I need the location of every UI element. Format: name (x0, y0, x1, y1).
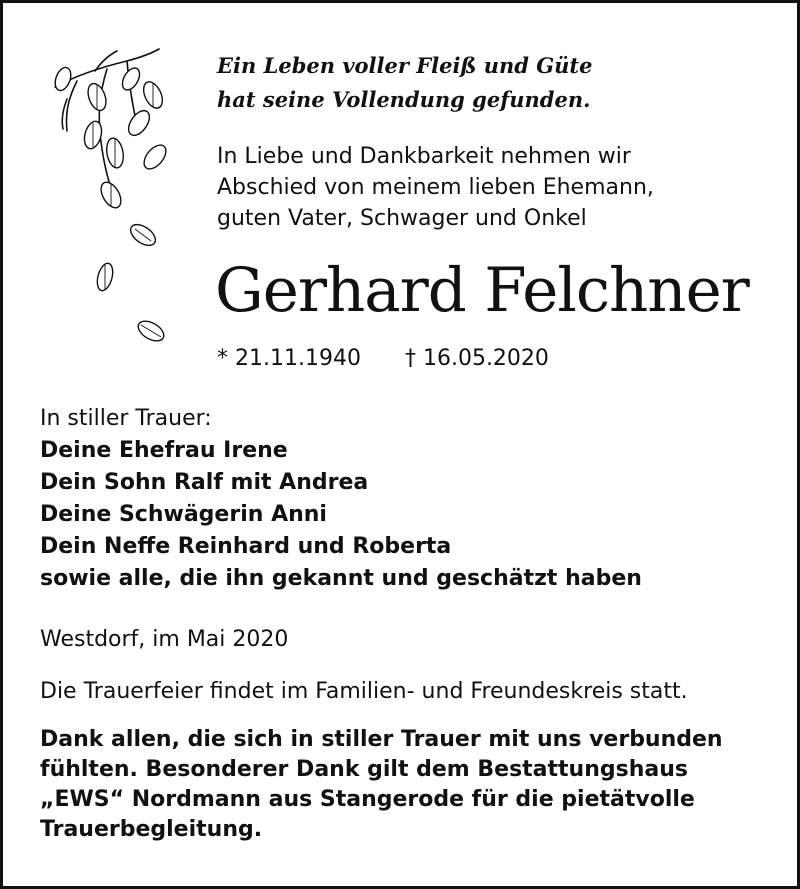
mourner-entry: Deine Schwägerin Anni (40, 502, 327, 527)
thanks-line: „EWS“ Nordmann aus Stangerode für die pietätvolle (40, 787, 695, 812)
birth-date: * 21.11.1940 (217, 346, 361, 371)
thanks-line: Dank allen, die sich in stiller Trauer mit uns verbunden (40, 727, 723, 752)
mourner-entry: Dein Sohn Ralf mit Andrea (40, 470, 369, 495)
intro-line: guten Vater, Schwager und Onkel (217, 206, 587, 231)
mourner-entry: sowie alle, die ihn gekannt und geschätzt haben (40, 566, 642, 591)
mourners-section (40, 403, 642, 595)
thanks-line: fühlten. Besonderer Dank gilt dem Bestattungshaus (40, 757, 688, 782)
life-dates (217, 344, 549, 374)
thanks-note (40, 725, 780, 845)
thanks-line: Trauerbegleitung. (40, 817, 263, 842)
motto (217, 49, 593, 117)
ceremony-note: Die Trauerfeier findet im Familien- und Freundeskreis statt. (40, 679, 688, 704)
place-date: Westdorf, im Mai 2020 (40, 627, 289, 652)
mourners-list (40, 435, 642, 595)
motto-line: hat seine Vollendung gefunden. (217, 87, 591, 112)
intro-text (217, 141, 654, 234)
birch-branch-icon (47, 39, 187, 359)
mourner-entry: Dein Neffe Reinhard und Roberta (40, 534, 452, 559)
motto-line: Ein Leben voller Fleiß und Güte (217, 53, 593, 78)
intro-line: Abschied von meinem lieben Ehemann, (217, 175, 654, 200)
deceased-name: Gerhard Felchner (215, 255, 749, 326)
intro-line: In Liebe und Dankbarkeit nehmen wir (217, 144, 631, 169)
mourner-entry: Deine Ehefrau Irene (40, 438, 288, 463)
death-date: † 16.05.2020 (404, 346, 549, 371)
mourners-heading: In stiller Trauer: (40, 406, 212, 431)
